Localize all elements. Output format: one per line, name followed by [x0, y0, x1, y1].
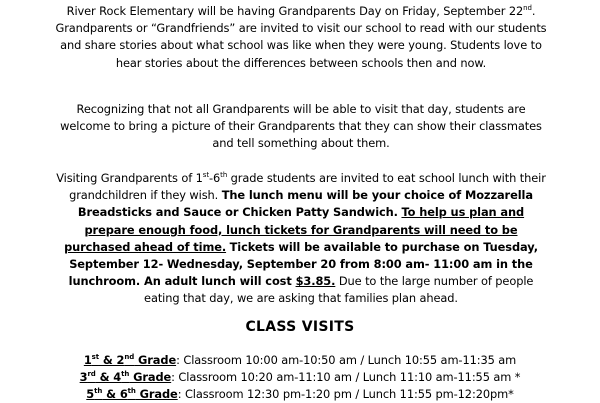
intro-text-continued: . Grandparents or “Grandfriends” are invited to visit our school to read with our students and share stories about what school was like when they were young. Students love to hear stories about the differences between schools then and now.: [55, 4, 547, 70]
grade-label: [84, 353, 176, 367]
grade-ordinal-sixth: th: [220, 171, 228, 179]
picture-paragraph: [54, 101, 548, 153]
plan-ahead-text: To help us plan and prepare enough food, lunch tickets for Grandparents will need to be purchased ahead of time.: [64, 205, 525, 254]
lunch-text-dash: -6: [209, 171, 221, 185]
grade-label: [86, 387, 177, 401]
grade-suffix: st: [91, 353, 99, 361]
grade-number-second: & 4: [95, 370, 122, 384]
grade-word: Grade: [129, 370, 172, 384]
lunch-menu-text: The lunch menu will be your choice of Mozzarella Breadsticks and Sauce or Chicken Patty Sandwich.: [77, 188, 533, 220]
lunch-price: $3.85.: [295, 274, 336, 289]
date-ordinal-suffix: nd: [523, 4, 532, 12]
grade-suffix-second: th: [121, 370, 130, 378]
class-visit-row-1st-2nd: [0, 352, 600, 369]
lunch-text: Visiting Grandparents of 1: [56, 171, 203, 185]
grade-suffix: th: [94, 387, 103, 395]
grade-suffix: rd: [87, 370, 96, 378]
grade-number-second: & 6: [102, 387, 128, 401]
ticket-info-text: Tickets will be available to purchase on Tuesday, September 12- Wednesday, September 20 from 8:00 am- 11:00 am in the lunchroom. An adult lunch will cost: [68, 239, 538, 289]
grade-label: [80, 370, 172, 384]
families-plan-text: Due to the large number of people eating that day, we are asking that families plan ahead.: [144, 274, 534, 306]
grade-word: Grade: [135, 387, 178, 401]
visit-schedule: : Classroom 10:20 am-11:10 am / Lunch 11:10 am-11:55 am *: [171, 370, 521, 384]
grandparents-day-intro-paragraph: [54, 3, 548, 72]
grade-number: 1: [83, 353, 92, 367]
lunch-text-invite: grade students are invited to eat school lunch with their grandchildren if they wish.: [69, 171, 546, 203]
visit-schedule: : Classroom 10:00 am-10:50 am / Lunch 10:55 am-11:35 am: [176, 353, 517, 367]
visit-schedule: : Classroom 12:30 pm-1:20 pm / Lunch 11:55 pm-12:20pm*: [177, 387, 514, 401]
intro-text: River Rock Elementary will be having Grandparents Day on Friday, September 22: [66, 4, 524, 18]
class-visits-heading: CLASS VISITS: [245, 319, 355, 335]
grade-number: 3: [79, 370, 88, 384]
grade-number: 5: [86, 387, 95, 401]
picture-text: Recognizing that not all Grandparents will be able to visit that day, students are welcome to bring a picture of their Grandparents that they can show their classmates and tell something about them.: [60, 102, 542, 151]
grade-number-second: & 2: [98, 353, 125, 367]
class-visit-row-3rd-4th: [0, 369, 600, 386]
grade-word: Grade: [134, 353, 177, 367]
grade-ordinal-first: st: [202, 171, 209, 179]
grade-suffix-second: nd: [124, 353, 135, 361]
grade-suffix-second: th: [127, 387, 136, 395]
lunch-paragraph: [54, 170, 548, 308]
class-visit-row-5th-6th: [0, 386, 600, 403]
